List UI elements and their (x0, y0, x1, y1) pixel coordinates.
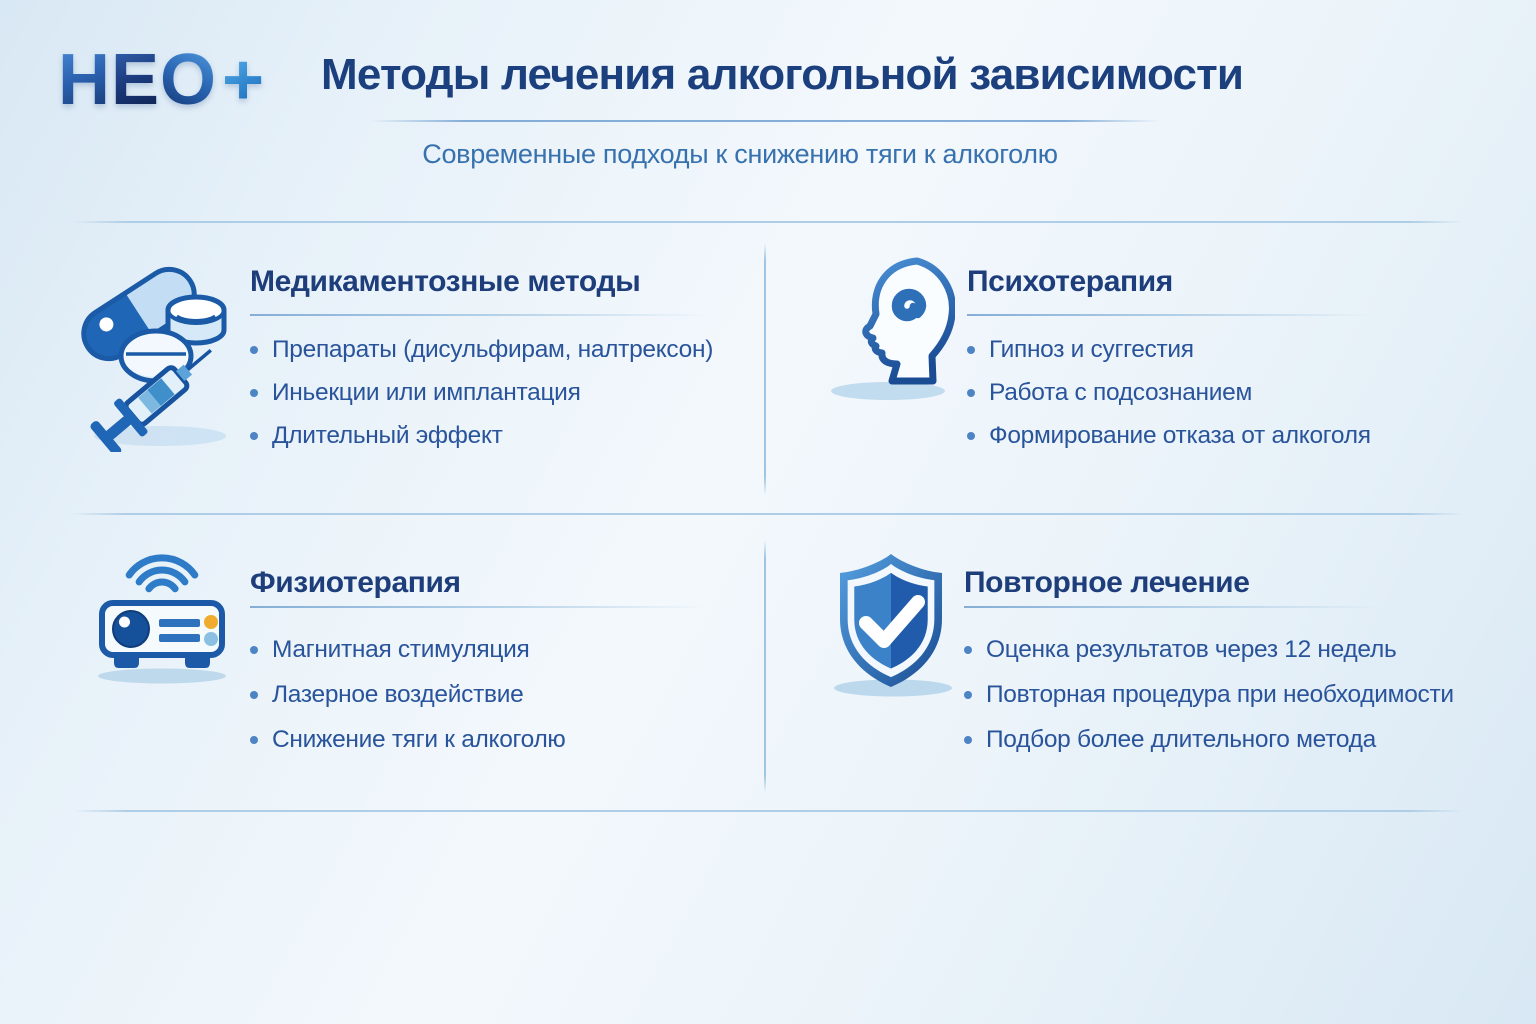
pills-syringe-icon (76, 252, 244, 452)
vertical-divider-row1 (764, 243, 766, 495)
bullet-label: Магнитная стимуляция (272, 635, 530, 663)
bullet-dot-icon (964, 646, 972, 654)
bullet-label: Снижение тяги к алкоголю (272, 725, 566, 753)
section-bullets-medication (250, 334, 713, 463)
section-underline (250, 606, 705, 608)
logo-plus-icon: + (222, 40, 266, 120)
section-title-psychotherapy: Психотерапия (967, 265, 1173, 298)
section-title-physiotherapy: Физиотерапия (250, 566, 461, 599)
bullet-dot-icon (250, 736, 258, 744)
bullet-label: Препараты (дисульфирам, налтрексон) (272, 335, 714, 363)
page-title: Методы лечения алкогольной зависимости (321, 50, 1244, 99)
section-title-repeat-treatment: Повторное лечение (964, 566, 1250, 599)
list-item (250, 634, 566, 665)
shield-check-icon (820, 546, 962, 698)
section-underline (967, 314, 1371, 316)
list-item (964, 724, 1454, 755)
section-underline (964, 606, 1380, 608)
list-item (967, 334, 1371, 365)
bottom-divider (72, 810, 1464, 812)
section-underline (250, 314, 705, 316)
bullet-label: Работа с подсознанием (989, 378, 1253, 406)
bullet-label: Длительный эффект (272, 421, 503, 449)
bullet-label: Оценка результатов через 12 недель (986, 635, 1397, 663)
title-underline-divider (370, 120, 1160, 122)
physio-device-icon (86, 540, 238, 685)
list-item (964, 634, 1454, 665)
list-item (250, 724, 566, 755)
page-subtitle: Современные подходы к снижению тяги к алкоголю (422, 139, 1058, 169)
list-item (967, 377, 1371, 408)
bullet-dot-icon (250, 646, 258, 654)
bullet-dot-icon (250, 389, 258, 397)
list-item (250, 420, 713, 451)
bullet-dot-icon (967, 346, 975, 354)
section-bullets-physiotherapy (250, 634, 566, 769)
bullet-dot-icon (967, 432, 975, 440)
list-item (967, 420, 1371, 451)
bullet-label: Гипноз и суггестия (989, 335, 1194, 363)
logo-letter-o: О (160, 40, 218, 120)
bullet-label: Подбор более длительного метода (986, 725, 1376, 753)
list-item (250, 377, 713, 408)
logo-letter-n: Н (58, 40, 111, 120)
section-title-medication: Медикаментозные методы (250, 265, 641, 298)
bullet-dot-icon (250, 432, 258, 440)
bullet-dot-icon (250, 691, 258, 699)
bullet-dot-icon (964, 736, 972, 744)
top-divider (72, 221, 1464, 223)
bullet-dot-icon (964, 691, 972, 699)
bullet-dot-icon (250, 346, 258, 354)
head-spiral-icon (820, 248, 955, 403)
bullet-label: Иньекции или имплантация (272, 378, 581, 406)
logo-letter-e: Е (111, 40, 161, 120)
section-bullets-repeat-treatment (964, 634, 1454, 769)
vertical-divider-row2 (764, 540, 766, 793)
bullet-label: Лазерное воздействие (272, 680, 524, 708)
list-item (250, 679, 566, 710)
bullet-label: Формирование отказа от алкоголя (989, 421, 1371, 449)
middle-divider (70, 513, 1464, 515)
bullet-dot-icon (967, 389, 975, 397)
neo-plus-logo (58, 40, 266, 120)
list-item (964, 679, 1454, 710)
section-bullets-psychotherapy (967, 334, 1371, 463)
bullet-label: Повторная процедура при необходимости (986, 680, 1454, 708)
list-item (250, 334, 713, 365)
